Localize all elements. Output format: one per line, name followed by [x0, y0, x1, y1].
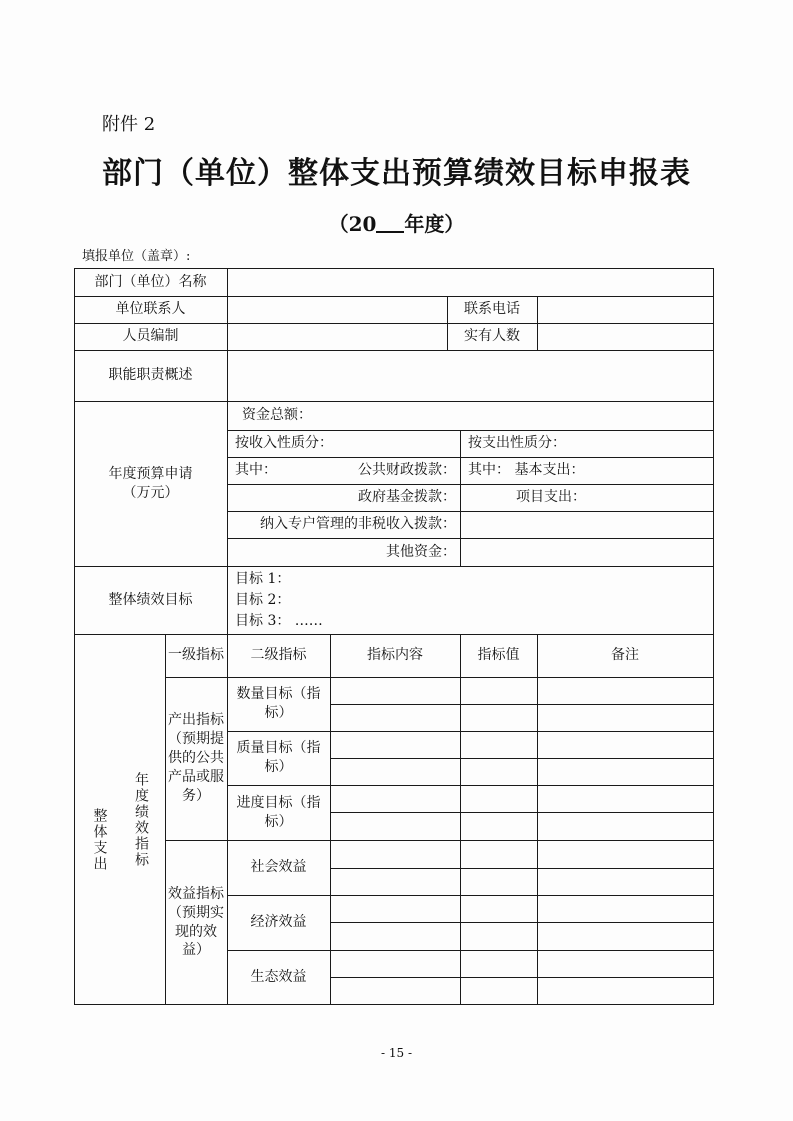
form-title: 部门（单位）整体支出预算绩效目标申报表 [102, 156, 691, 191]
col-level1: 一级指标 [168, 647, 224, 664]
benefit-indicators-label: 效益指标（预期实现的效益） [168, 885, 224, 959]
duties-label: 职能职责概述 [108, 367, 193, 384]
col-level2: 二级指标 [250, 647, 307, 664]
basic-expense-label: 其中： 基本支出： [468, 462, 585, 479]
annual-indicators-text: 年度绩效指标 [132, 771, 149, 868]
col-value: 指标值 [477, 647, 520, 664]
goal-1: 目标 1： [235, 570, 291, 587]
special-account-label: 纳入专户管理的非税收入拨款： [260, 516, 456, 533]
budget-label-line2: （万元） [122, 484, 179, 501]
goals-list[interactable] [235, 569, 705, 631]
output-indicators-label: 产出指标（预期提供的公共产品或服务） [168, 712, 224, 804]
budget-label [74, 401, 227, 566]
staffing-field[interactable] [228, 324, 447, 350]
quantity-target: 数量目标（指标） [236, 686, 321, 721]
col-content: 指标内容 [367, 647, 423, 664]
col-note: 备注 [611, 647, 639, 664]
progress-target: 进度目标（指标） [236, 794, 321, 830]
economic-benefit: 经济效益 [250, 914, 307, 931]
page-number: - 15 - [380, 1046, 412, 1060]
duties-field[interactable] [228, 351, 713, 401]
actual-staff-label: 实有人数 [464, 328, 520, 345]
other-funds-label: 其他资金： [386, 543, 456, 560]
goal-2: 目标 2： [235, 591, 291, 608]
project-expense-label: 项目支出： [516, 489, 586, 506]
overall-goals-label: 整体绩效目标 [108, 591, 193, 608]
overall-expense-text: 整体支出 [91, 807, 108, 872]
dept-name-field[interactable] [228, 269, 713, 296]
goal-3: 目标 3： …… [235, 612, 323, 629]
contact-field[interactable] [228, 297, 447, 323]
contact-label: 单位联系人 [115, 301, 186, 318]
social-benefit: 社会效益 [250, 859, 307, 876]
phone-label: 联系电话 [464, 301, 520, 318]
annual-indicators-label [116, 634, 165, 1005]
quality-target: 质量目标（指标） [236, 740, 321, 775]
dept-name-label: 部门（单位）名称 [94, 273, 207, 290]
among-label: 其中： [235, 462, 277, 479]
by-expense-label: 按支出性质分： [468, 435, 566, 452]
year-suffix: 年度） [404, 212, 465, 236]
actual-staff-field[interactable] [538, 324, 713, 350]
staffing-label: 人员编制 [122, 328, 179, 345]
annex-label: 附件 2 [102, 114, 156, 135]
budget-label-line1: 年度预算申请 [108, 465, 193, 482]
public-finance-label: 公共财政拨款： [358, 462, 456, 479]
phone-field[interactable] [538, 297, 713, 323]
reporting-unit-label: 填报单位（盖章）: [82, 249, 191, 264]
gov-fund-label: 政府基金拨款： [358, 489, 456, 506]
total-funds-label: 资金总额： [242, 407, 312, 424]
year-prefix: （20 [328, 212, 377, 236]
ecological-benefit: 生态效益 [250, 969, 307, 986]
by-income-label: 按收入性质分： [235, 435, 333, 452]
